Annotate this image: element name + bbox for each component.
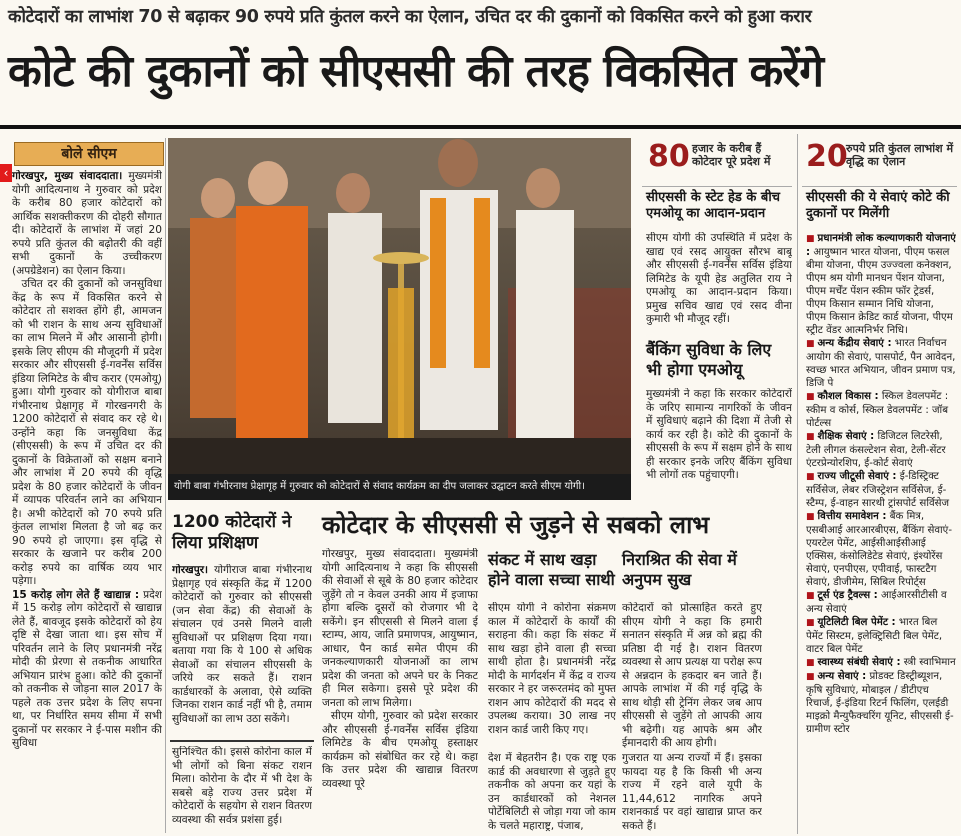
- training-dateline: गोरखपुर।: [172, 564, 209, 576]
- column-divider: [165, 138, 166, 833]
- list-item: ■ अन्य केंद्रीय सेवाएं : भारत निर्वाचन आयोग की सेवाएं, पासपोर्ट, पैन आवेदन, स्वच्छ भारत अभियान, जीवन प्रमाण पत्र, डिजि पे: [806, 337, 956, 390]
- list-item: ■ कौशल विकास : स्किल डेवलपमेंट : स्कीम व कोर्स, स्किल डेवलपमेंट : जॉब पोर्टल्स: [806, 390, 956, 430]
- mou-heading: सीएससी के स्टेट हेड के बीच एमओयू का आदान-प्रदान: [646, 190, 780, 222]
- prev-arrow-icon[interactable]: ‹: [0, 164, 12, 182]
- list-item: ■ प्रधानमंत्री लोक कल्याणकारी योजनाएं : आयुष्मान भारत योजना, पीएम फसल बीमा योजना, पीएम उज्ज्वला कनेक्शन, पीएम श्रम योगी मानधन पेंशन योजना, पीएम मर्चेंट पेंशन स्कीम फॉर ट्रेडर्स, पीएम किसान सम्मान निधि योजना, पीएम किसान क्रेडिट कार्ड योजना, पीएम स्ट्रीट वेंडर आत्मनिर्भर निधि।: [806, 232, 956, 337]
- kicker: कोटेदारों का लाभांश 70 से बढ़ाकर 90 रुपये प्रति कुंतल करने का ऐलान, उचित दर की दुकानों को विकसित करने को हुआ करार: [8, 7, 812, 27]
- main-story-p1: गोरखपुर, मुख्य संवाददाता। मुख्यमंत्री योगी आदित्यनाथ ने कहा कि सीएससी की सेवाओं से सूबे के 80 हजार कोटेदार जुड़ेंगे तो न केवल उनकी आय में इजाफा होगा बल्कि दूसरों को रोजगार भी दे सकेंगे। इन सीएससी से मिलने वाला ई स्टाम्प, आय, जाति प्रमाणपत्र, आयुष्मान, आधार, पैन कार्ड समेत पीएम की जनकल्याणकारी योजनाओं का लाभ प्रदेश की जनता को अपने घर के निकट ही मिल सकेगा। इससे पूरे प्रदेश की जनता को लाभ मिलेगा।: [322, 548, 478, 709]
- event-photo-illustration: [168, 138, 631, 500]
- training-text: योगीराज बाबा गंभीरनाथ प्रेक्षागृह एवं संस्कृति केंद्र में 1200 कोटेदारों को गुरुवार को सीएससी (जन सेवा केंद्र) की सेवाओं के संचालन एवं उनसे मिलने वाली सुविधाओं पर प्रशिक्षण दिया गया। बताया गया कि ये 100 से अधिक सेवाओं का संचालन सीएससी के जरिये कर सकते हैं। राशन कार्डधारकों के अलावा, ऐसे व्यक्ति जिनका राशन कार्ड नहीं भी है, तमाम सुविधाओं का लाभ उठा सकेंगे।: [172, 564, 312, 725]
- destitute-heading: निराश्रित की सेवा में अनुपम सुख: [622, 550, 737, 589]
- stat-80-label: हजार के करीब हैं कोटेदार पूरे प्रदेश में: [692, 142, 771, 168]
- left-p3-lead: 15 करोड़ लोग लेते हैं खाद्यान्न :: [12, 588, 140, 601]
- crisis-tail: देश में बेहतरीन है। एक राष्ट्र एक कार्ड की अवधारणा से जुड़ते हुए तकनीक को अपना कर यहां के उन कार्डधारकों को नेशनल पोर्टेबिलिटी से जोड़ा गया जो काम के चलते महाराष्ट्र, पंजाब,: [488, 752, 616, 832]
- mou-body: सीएम योगी की उपस्थिति में प्रदेश के खाद्य एवं रसद आयुक्त सौरभ बाबू और सीएससी ई-गवर्नेंस सर्विस इंडिया लिमिटेड के यूपी हेड अतुलित राय ने एमओयू का आदान-प्रदान किया। प्रमुख सचिव खाद्य एवं रसद वीना कुमारी भी मौजूद रहीं।: [646, 232, 792, 325]
- divider: [0, 125, 961, 129]
- left-p1: मुख्यमंत्री योगी आदित्यनाथ ने गुरुवार को प्रदेश के करीब 80 हजार कोटेदारों को आर्थिक सशक्तीकरण की दोहरी सौगात दी। कोटेदारों के लाभांश में जहां 20 रुपये प्रति कुंतल की बढ़ोतरी की वहीं सभी दुकानों के उच्चीकरण (अपग्रेडेशन) का ऐलान किया।: [12, 170, 162, 277]
- list-item: ■ टूर्स एंड ट्रैवल्स : आईआरसीटीसी व अन्य सेवाएं: [806, 589, 956, 616]
- left-column: [12, 170, 162, 830]
- bole-cm-badge: बोले सीएम: [14, 142, 164, 166]
- destitute-tail: गुजरात या अन्य राज्यों में हैं। इसका फायदा यह है कि किसी भी अन्य राज्य में रहने वाले यूपी के 11,44,612 नागरिक अपने राशनकार्ड पर वहां खाद्यान्न प्राप्त कर सकते हैं।: [622, 752, 762, 832]
- banking-heading: बैंकिंग सुविधा के लिए भी होगा एमओयू: [646, 340, 772, 379]
- list-item: ■ यूटिलिटी बिल पेमेंट : भारत बिल पेमेंट सिस्टम, इलेक्ट्रिसिटी बिल पेमेंट, वाटर बिल पेमेंट: [806, 616, 956, 656]
- main-story-heading: कोटेदार के सीएससी से जुड़ने से सबको लाभ: [322, 511, 710, 539]
- list-item: ■ शैक्षिक सेवाएं : डिजिटल लिटरेसी, टेली लीगल कंसल्टेशन सेवा, टेली-सेंटर एंटरप्रेन्योरशिप, ई-कोर्ट सेवाएं: [806, 430, 956, 470]
- dateline: गोरखपुर, मुख्य संवाददाता।: [12, 170, 123, 182]
- crisis-heading: संकट में साथ खड़ा होने वाला सच्चा साथी: [488, 550, 615, 589]
- column-divider: [797, 134, 798, 834]
- training-heading: 1200 कोटेदारों ने लिया प्रशिक्षण: [172, 512, 292, 554]
- training-body: [172, 564, 312, 729]
- main-story-col1: [322, 548, 478, 833]
- divider: [170, 740, 314, 742]
- services-heading: सीएससी की ये सेवाएं कोटे की दुकानों पर मिलेंगी: [806, 190, 950, 222]
- main-story-p2: सीएम योगी, गुरुवार को प्रदेश सरकार और सीएससी ई-गवर्नेंस सर्विस इंडिया लिमिटेड के बीच एमओयू हस्ताक्षर कार्यक्रम को संबोधित कर रहे थे। कहा कि उत्तर प्रदेश की खाद्यान्न वितरण व्यवस्था पूरे: [322, 710, 478, 790]
- left-p3: प्रदेश में 15 करोड़ लोग कोटेदारों से खाद्यान्न लेते हैं, बावजूद इसके कोटेदारों को हेय दृष्टि से देखा जाता था। इस सोच में परिवर्तन लाने के लिए प्रधानमंत्री नरेंद्र मोदी की प्रेरणा से तकनीक आधारित अभियान प्रारंभ हुआ। कोटे की दुकानों को तकनीक से जोड़ना साल 2017 के पहले तक उत्तर प्रदेश के लिए सपना था, पर निर्धारित समय सीमा में सभी दुकानों पर सरकार ने ई-पास मशीन की सुविधा: [12, 588, 162, 749]
- main-lower-left: सुनिश्चित की। इससे कोरोना काल में भी लोगों को बिना संकट राशन मिला। कोरोना के दौर में भी देश के सबसे बड़े राज्य उत्तर प्रदेश में कोटेदारों के सहयोग से राशन वितरण व्यवस्था की सर्वत्र प्रशंसा हुई।: [172, 746, 312, 826]
- list-item: ■ वित्तीय समावेशन : बैंक मित्र, एसबीआई आरआरबीएस, बैंकिंग सेवाएं-एयरटेल पेमेंट, आईसीआईसीआई एक्सिस, कंसोलिडेटेड सेवाएं, इंश्योरेंस सेवाएं, एनपीएस, एपीवाई, फास्टटैग सेवाएं, डीजीमेम, सिबिल रिपोर्ट्स: [806, 510, 956, 589]
- services-list: [806, 232, 956, 832]
- banking-body: मुख्यमंत्री ने कहा कि सरकार कोटेदारों के जरिए सामान्य नागरिकों के जीवन में सुविधाएं बढ़ाने की दिशा में तेजी से कार्य कर रही है। कोटे की दुकानों के सीएससी के रूप में सक्षम होने के साथ ही सरकार इनके जरिए बैंकिंग सुविधा भी लोगों तक पहुंचाएगी।: [646, 388, 792, 481]
- list-item: ■ स्वास्थ्य संबंधी सेवाएं : स्त्री स्वाभिमान: [806, 656, 956, 670]
- list-item: ■ अन्य सेवाएं : प्रोडक्ट डिस्ट्रीब्यूशन, कृषि सुविधाएं, मोबाइल / डीटीएच रिचार्ज, ई-इंडिया रिटर्न फिलिंग, एलईडी माइक्रो मैन्युफैक्चरिंग यूनिट, सीएससी ई-ग्रामीण स्टोर: [806, 670, 956, 736]
- event-photo: [168, 138, 631, 500]
- stat-20-number: 20: [806, 139, 848, 174]
- page-title: कोटे की दुकानों को सीएससी की तरह विकसित करेंगे: [8, 46, 824, 97]
- stat-20: [802, 134, 957, 187]
- photo-caption: योगी बाबा गंभीरनाथ प्रेक्षागृह में गुरुवार को कोटेदारों से संवाद कार्यक्रम का दीप जलाकर उद्घाटन करते सीएम योगी।: [168, 474, 631, 500]
- crisis-body: सीएम योगी ने कोरोना संक्रमण काल में कोटेदारों के कार्यों की सराहना की। कहा कि संकट में साथ खड़ा होने वाला ही सच्चा साथी होता है। प्रधानमंत्री नरेंद्र मोदी के मार्गदर्शन में केंद्र व राज्य सरकार ने हर जरूरतमंद को मुफ्त राशन आप कोटेदारों की मदद से उपलब्ध कराया। 30 लाख नए राशन कार्ड जारी किए गए।: [488, 602, 616, 736]
- list-item: ■ राज्य जीटूसी सेवाएं : ई-डिस्ट्रिक्ट सर्विसेज, लेबर रजिस्ट्रेशन सर्विसेज, ई-स्टैम्प, ई-वाहन सारथी ट्रांसपोर्ट सर्विसेज: [806, 470, 956, 510]
- stat-80: [642, 134, 792, 187]
- destitute-body: कोटेदारों को प्रोत्साहित करते हुए सीएम योगी ने कहा कि हमारी सनातन संस्कृति में अन्न को ब्रह्म की प्रतिष्ठा दी गई है। राशन वितरण व्यवस्था से आप प्रत्यक्ष या परोक्ष रूप से अन्नदान के हकदार बन जाते हैं। आपके लाभांश में की गई वृद्धि के साथ थोड़ी सी ट्रेनिंग लेकर जब आप सीएससी से जुड़ेंगे तो आपकी आय भी बढ़ेगी। यह आपके श्रम और ईमानदारी की आय होगी।: [622, 602, 762, 749]
- left-p2: उचित दर की दुकानों को जनसुविधा केंद्र के रूप में विकसित करने से कोटेदार तो सशक्त होंगे ही, आमजन को भी राशन के साथ अन्य सुविधाओं का लाभ मिलने में और आसानी होगी। इसके लिए सीएम की मौजूदगी में प्रदेश सरकार और सीएससी ई-गवर्नेंस सर्विस इंडिया लिमिटेड के बीच करार (एमओयू) हुआ। योगी गुरुवार को योगीराज बाबा गंभीरनाथ प्रेक्षागृह में गोरखनगरी के 1200 कोटेदारों से संवाद कर रहे थे। उन्होंने कहा कि जनसुविधा केंद्र (सीएससी) के रूप में उचित दर की दुकानों के विक्रेताओं को सक्षम बनाने और लाभांश में 20 रुपये की वृद्धि प्रदेश के 80 हजार कोटेदारों के जीवन में व्यापक परिवर्तन लाने का अभियान है। अभी कोटेदारों को 70 रुपये प्रति कुंतल लाभांश मिलता है जो बढ़ कर 90 रुपये हो जाएगा। इस वृद्धि से सरकार के खजाने पर करीब 200 करोड़ रुपये का वार्षिक व्यय भार पड़ेगा।: [12, 278, 162, 587]
- stat-20-label: रुपये प्रति कुंतल लाभांश में वृद्धि का ऐलान: [846, 142, 954, 168]
- stat-80-number: 80: [648, 139, 690, 174]
